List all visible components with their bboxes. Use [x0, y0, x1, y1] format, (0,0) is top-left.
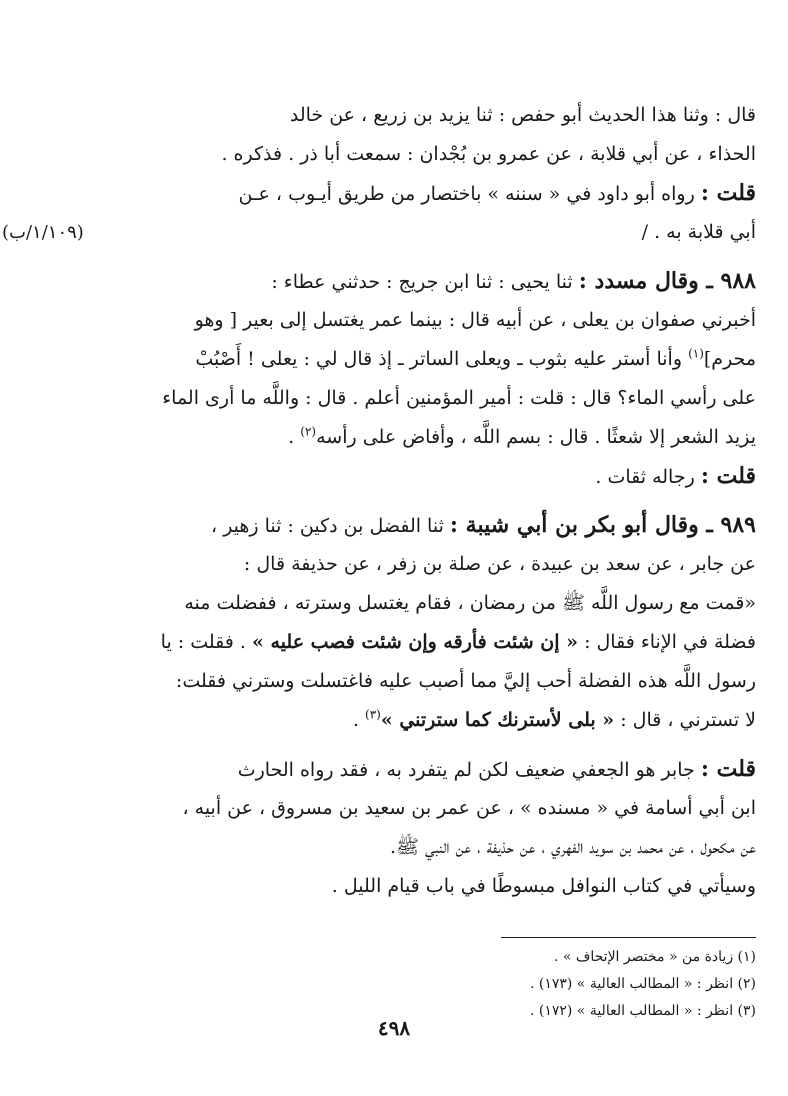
line-7-text-b: وأنا أستر عليه بثوب ـ ويعلى الساتر ـ إذ قال لي : يعلى ! أَصْبُبْ — [195, 348, 683, 370]
text-line-10 — [40, 457, 756, 496]
line-4-text: أبي قلابة به . / — [641, 221, 756, 243]
qult-label: قلت : — [700, 180, 756, 206]
text-line-6 — [40, 301, 756, 340]
hadith-988-heading: ٩٨٨ ـ وقال مسدد : — [578, 268, 756, 294]
line-2-text: الحذاء ، عن أبي قلابة ، عن عمرو بن بُجْدان : سمعت أبا ذر . فذكره . — [221, 143, 756, 165]
text-line-14 — [40, 623, 756, 662]
line-16-text-a: لا تسترني ، قال : — [620, 709, 756, 731]
text-line-3 — [40, 174, 756, 213]
line-18-text: ابن أبي أسامة في « مسنده » ، عن عمر بن سعيد بن مسروق ، عن أبيه ، — [182, 797, 756, 819]
text-line-2 — [40, 135, 756, 174]
footnote-1: (١) زيادة من « مختصر الإتحاف » . — [553, 949, 756, 965]
text-line-15 — [40, 662, 756, 701]
footnote-2: (٢) انظر : « المطالب العالية » (١٧٣) . — [529, 976, 756, 992]
line-15-text: رسول اللَّه هذه الفضلة أحب إليَّ مما أصبب عليه فاغتسلت وسترني فقلت: — [175, 670, 756, 692]
text-line-13 — [40, 584, 756, 623]
text-line-1 — [40, 96, 756, 135]
line-14-text-b: . فقلت : يا — [160, 631, 246, 653]
line-7-text-a: محرم] — [703, 348, 756, 370]
text-line-20 — [40, 867, 756, 906]
text-line-16 — [40, 701, 756, 740]
line-1-text: قال : وثنا هذا الحديث أبو حفص : ثنا يزيد بن زريع ، عن خالد — [289, 104, 756, 126]
footnote-3: (٣) انظر : « المطالب العالية » (١٧٢) . — [529, 1003, 756, 1019]
prophet-quote-1: « إن شئت فأرقه وإن شئت فصب عليه » — [252, 631, 579, 653]
line-3-text: رواه أبو داود في « سننه » باختصار من طريق أيـوب ، عـن — [238, 183, 695, 205]
text-line-4 — [2, 213, 756, 252]
line-13-text: «قمت مع رسول اللَّه ﷺ من رمضان ، فقام يغتسل وسترته ، ففضلت منه — [184, 592, 756, 614]
hadith-989-heading-line — [40, 506, 756, 545]
text-line-9 — [40, 418, 756, 457]
hadith-989-chain: ثنا الفضل بن دكين : ثنا زهير ، — [211, 515, 444, 537]
text-line-19 — [40, 828, 756, 867]
line-8-text: على رأسي الماء؟ قال : قلت : أمير المؤمنين أعلم . قال : واللَّه ما أرى الماء — [162, 387, 756, 409]
line-17-text: جابر هو الجعفي ضعيف لكن لم يتفرد به ، فقد رواه الحارث — [237, 759, 695, 781]
hadith-988-heading-line — [40, 262, 756, 301]
qult-label-2: قلت : — [700, 463, 756, 489]
page-number: ٤٩٨ — [377, 1016, 411, 1040]
line-10-text: رجاله ثقات . — [595, 466, 695, 488]
text-line-7 — [40, 340, 756, 379]
prophet-quote-2: « بلى لأسترنك كما سترتني » — [380, 709, 615, 731]
qult-label-3: قلت : — [700, 756, 756, 782]
text-line-8 — [40, 379, 756, 418]
line-14-text-a: فضلة في الإناء فقال : — [584, 631, 756, 653]
text-line-12 — [40, 545, 756, 584]
hadith-989-heading: ٩٨٩ ـ وقال أبو بكر بن أبي شيبة : — [449, 512, 756, 538]
line-20-text: وسيأتي في كتاب النوافل مبسوطًا في باب قيام الليل . — [331, 875, 756, 897]
footnotes — [40, 937, 756, 1025]
page-body — [2, 96, 756, 906]
manuscript-margin-note: (١/١٠٩/ب) — [2, 222, 84, 243]
text-line-18 — [40, 789, 756, 828]
line-19-text: عن مكحول ، عن محمد بن سويد الفهري ، عن حذيفة ، عن النبي ﷺ. — [390, 836, 756, 858]
footnote-ref-3: (٣) — [365, 707, 381, 722]
line-16-period: . — [352, 709, 359, 731]
line-12-text: عن جابر ، عن سعد بن عبيدة ، عن صلة بن زفر ، عن حذيفة قال : — [243, 553, 756, 575]
text-line-17 — [40, 750, 756, 789]
hadith-988-chain: ثنا يحيى : ثنا ابن جريج : حدثني عطاء : — [271, 271, 573, 293]
footnote-divider — [501, 937, 756, 938]
line-9-period: . — [288, 426, 295, 448]
footnote-ref-2: (٢) — [300, 424, 317, 439]
line-6-text: أخبرني صفوان بن يعلى ، عن أبيه قال : بينما عمر يغتسل إلى بعير [ وهو — [194, 309, 756, 331]
line-9-text: يزيد الشعر إلا شعثًا . قال : بسم اللَّه ، وأفاض على رأسه — [316, 426, 756, 448]
footnote-ref-1: (١) — [688, 346, 704, 361]
